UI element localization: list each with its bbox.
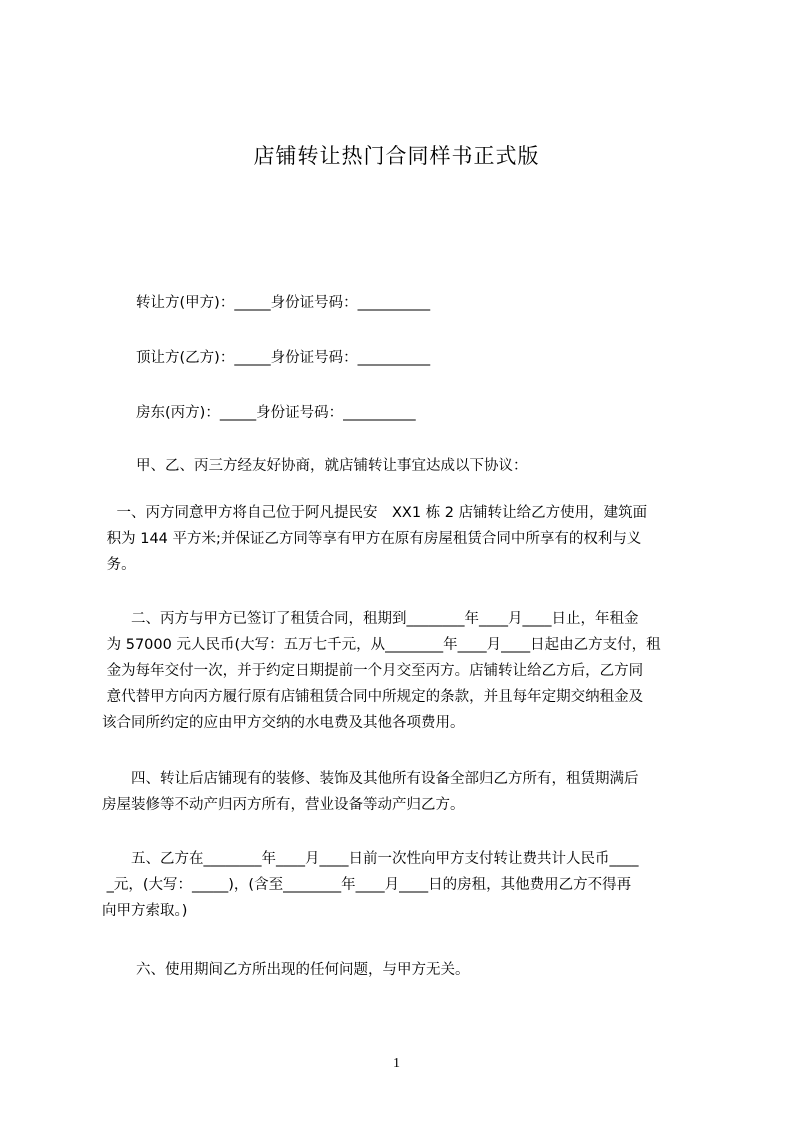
clause-2-line: 金为每年交付一次，并于约定日期提前一个月交至丙方。店铺转让给乙方后，乙方同	[102, 663, 644, 679]
clause-1	[102, 500, 698, 578]
clause-2-line: 为 57000 元人民币(大写：五万七千元，从________年____月____日起由乙方支付，租	[102, 637, 661, 653]
clause-4	[102, 766, 698, 818]
clause-5-line: 向甲方索取。)	[102, 903, 188, 919]
clause-4-line: 四、转让后店铺现有的装修、装饰及其他所有设备全部归乙方所有，租赁期满后	[102, 771, 639, 787]
clause-2	[102, 606, 698, 736]
page-number: 1	[393, 1056, 400, 1071]
agreement-intro: 甲、乙、丙三方经友好协商，就店铺转让事宜达成以下协议：	[136, 458, 528, 474]
clause-2-line: 二、丙方与甲方已签订了租赁合同，租期到________年____月____日止，年租金	[102, 611, 639, 627]
clause-5	[102, 846, 698, 924]
clause-4-line: 房屋装修等不动产归丙方所有，营业设备等动产归乙方。	[102, 797, 465, 813]
clause-2-line: 意代替甲方向丙方履行原有店铺租赁合同中所规定的条款，并且每年定期交纳租金及	[102, 689, 644, 705]
clause-1-line: 务。	[102, 557, 136, 573]
party-transferor: 转让方(甲方)：_____身份证号码：__________	[136, 295, 431, 311]
clause-1-line: 一、丙方同意甲方将自己位于阿凡提民安 XX1 栋 2 店铺转让给乙方使用，建筑面	[102, 505, 648, 521]
clause-2-line: 该合同所约定的应由甲方交纳的水电费及其他各项费用。	[102, 715, 465, 731]
clause-1-line: 积为 144 平方米;并保证乙方同等享有甲方在原有房屋租赁合同中所享有的权利与义	[102, 531, 642, 547]
party-transferee: 顶让方(乙方)：_____身份证号码：__________	[136, 350, 431, 366]
clause-5-line: _元，(大写：_____)，(含至________年____月____日的房租，其他费用乙方不得再	[102, 877, 632, 893]
clause-5-line: 五、乙方在________年____月____日前一次性向甲方支付转让费共计人民币____	[102, 851, 639, 867]
party-landlord: 房东(丙方)：_____身份证号码：__________	[136, 405, 416, 421]
document-title: 店铺转让热门合同样书正式版	[253, 144, 540, 168]
clause-6: 六、使用期间乙方所出现的任何问题，与甲方无关。	[136, 962, 470, 978]
